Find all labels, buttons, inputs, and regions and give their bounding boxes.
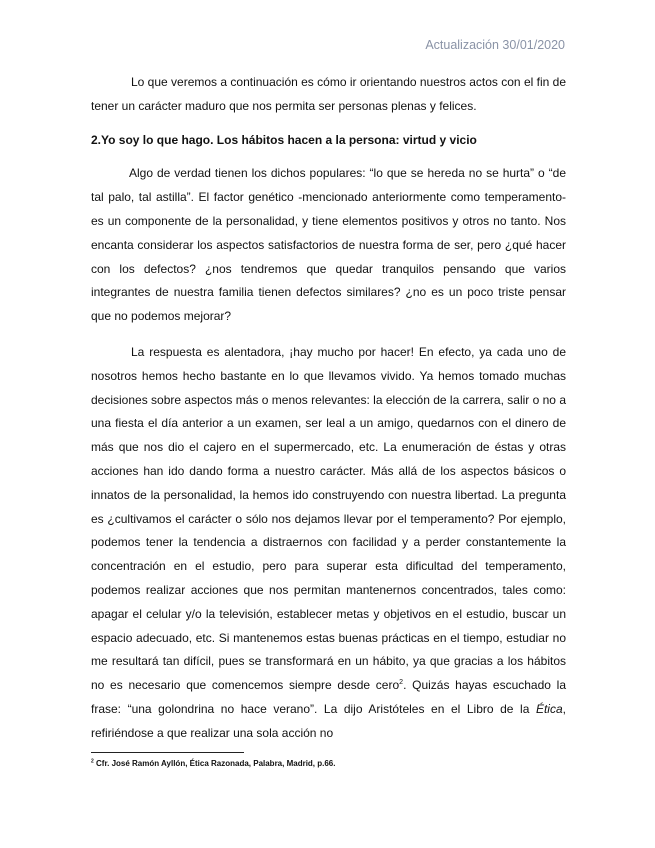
paragraph-text-end: , refiriéndose a que realizar una sola acción no: [91, 701, 566, 740]
paragraph-text: La respuesta es alentadora, ¡hay mucho por hacer! En efecto, ya cada uno de nosotros hemos hecho bastante en lo que llevamos vivido. Ya hemos tomado muchas decisiones sobre aspectos más o menos relevantes: la elección de la carrera, salir o no a una fiesta el día anterior a un examen, ser leal a un amigo, quedarnos con el dinero de más que nos dio el cajero en el supermercado, etc. La enumeración de éstas y otras acciones han ido dando forma a nuestro carácter. Más allá de los aspectos básicos o innatos de la personalidad, la hemos ido construyendo con nuestra libertad. La pregunta es ¿cultivamos el carácter o sólo nos dejamos llevar por el temperamento? Por ejemplo, podemos tener la tendencia a distraernos con facilidad y a perder constantemente la concentración en el estudio, pero para superar esta dificultad del temperamento, podemos realizar acciones que nos permitan mantenernos concentrados, tales como: apagar el celular y/o la televisión, establecer metas y objetivos en el estudio, buscar un espacio adecuado, etc. Si mantenemos estas buenas prácticas en el tiempo, estudiar no me resultará tan difícil, pues se transformará en un hábito, ya que gracias a los hábitos no es necesario que comencemos siempre desde cero: [91, 344, 566, 693]
paragraph-text-continued: . Quizás hayas escuchado la frase: “una golondrina no hace verano”. La dijo Aristóteles en el Libro de la: [91, 678, 567, 716]
footnote: [91, 759, 335, 768]
footnote-separator: [91, 752, 244, 753]
paragraph-popular-sayings: Algo de verdad tienen los dichos populares: “lo que se hereda no se hurta” o “de tal palo, tal astilla”. El factor genético -mencionado anteriormente como temperamento- es un componente de la personalidad, y tiene elementos positivos y otros no tanto. Nos encanta considerar los aspectos satisfactorios de nuestra forma de ser, pero ¿qué hacer con los defectos? ¿nos tendremos que quedar tranquilos pensando que varios integrantes de nuestra familia tienen defectos similares? ¿no es un poco triste pensar que no podemos mejorar?: [91, 166, 566, 324]
intro-paragraph: Lo que veremos a continuación es cómo ir orientando nuestros actos con el fin de tener un carácter maduro que nos permita ser personas plenas y felices.: [91, 75, 566, 113]
update-date: Actualización 30/01/2020: [425, 38, 565, 52]
book-title-italic: Ética: [535, 701, 563, 716]
paragraph-encouraging-answer: [91, 341, 566, 746]
footnote-text: Cfr. José Ramón Ayllón, Ética Razonada, Palabra, Madrid, p.66.: [93, 759, 336, 768]
section-heading: 2.Yo soy lo que hago. Los hábitos hacen a la persona: virtud y vicio: [91, 132, 477, 147]
footnote-reference[interactable]: 2: [399, 679, 404, 687]
document-body: [91, 71, 566, 746]
footnote-number: 2: [91, 758, 94, 765]
